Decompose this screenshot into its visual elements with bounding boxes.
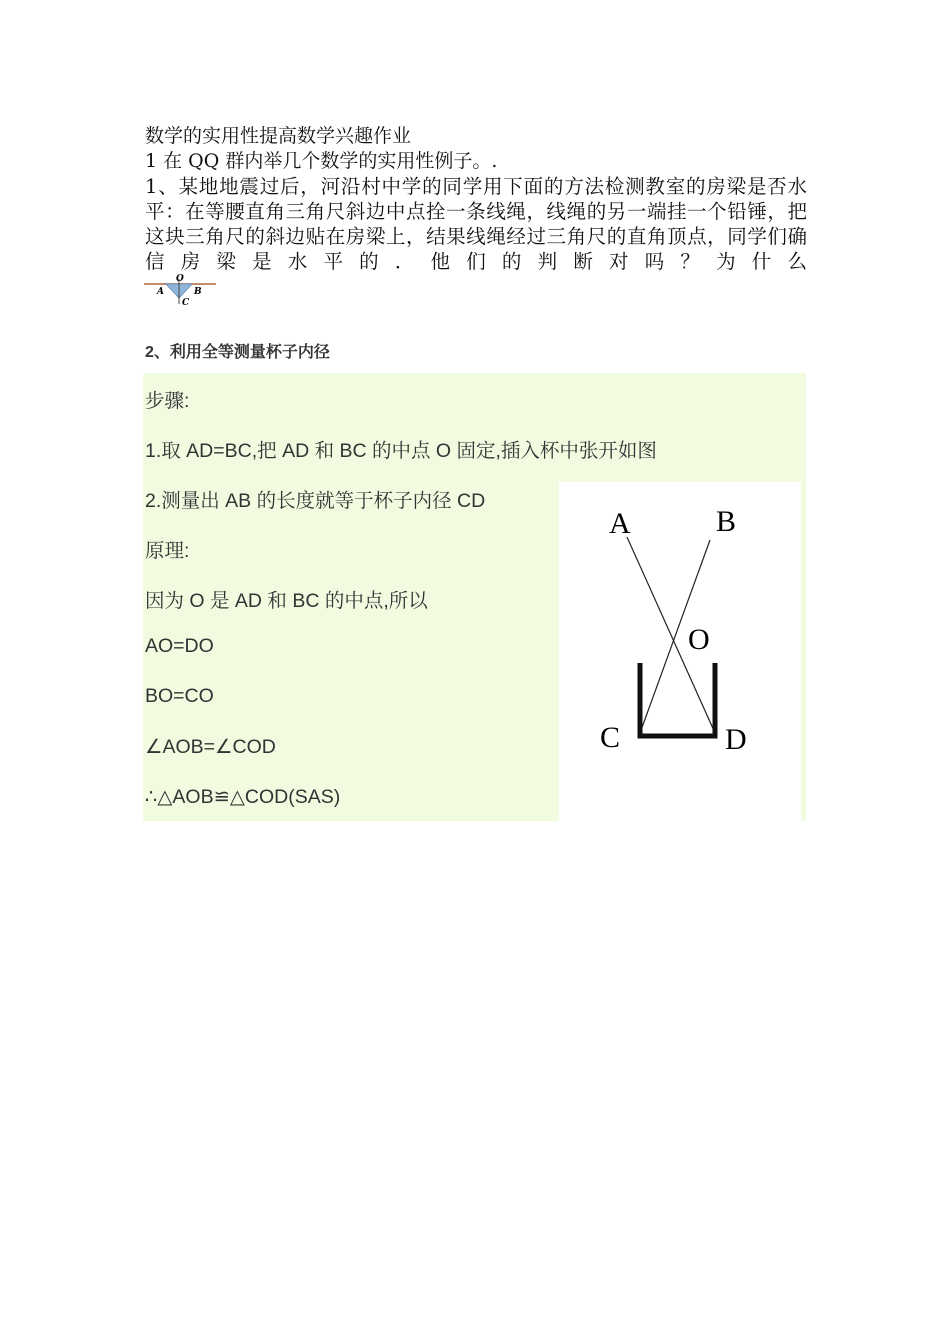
principle-line-2: AO=DO [145,635,214,657]
principle-line-3: BO=CO [145,685,214,707]
cup-outline [640,663,715,736]
label-c: C [600,721,621,754]
label-a: A [609,507,631,540]
conclusion-line: ∴△AOB≌△COD(SAS) [145,786,341,808]
triangle-ruler-figure [144,274,218,308]
cup-measurement-figure [585,495,785,765]
label-d: D [725,723,747,756]
label-o: O [176,274,184,284]
label-a: A [157,287,164,297]
step-1: 1.取 AD=BC,把 AD 和 BC 的中点 O 固定,插入杯中张开如图 [145,440,657,462]
principle-line-4: ∠AOB=∠COD [145,736,276,758]
label-o: O [688,623,710,656]
document-title: 数学的实用性提高数学兴趣作业 [145,125,412,147]
steps-label: 步骤: [145,390,190,412]
label-c: C [182,298,190,308]
label-b: B [194,287,202,297]
assignment-line: 1 在 QQ 群内举几个数学的实用性例子。. [145,150,498,172]
label-b: B [716,505,737,538]
step-2: 2.测量出 AB 的长度就等于杯子内径 CD [145,490,486,512]
problem-1-text: 1、某地地震过后，河沿村中学的同学用下面的方法检测教室的房梁是否水平：在等腰直角三角尺斜边中点拴一条线绳，线绳的另一端挂一个铅锤，把这块三角尺的斜边贴在房梁上，结果线绳经过三角尺的直角顶点，同学们确信房梁是水平的．他们的判断对吗？为什么 [145,175,807,273]
principle-label: 原理: [145,540,190,562]
section-2-heading: 2、利用全等测量杯子内径 [145,344,330,361]
principle-line-1: 因为 O 是 AD 和 BC 的中点,所以 [145,590,428,612]
